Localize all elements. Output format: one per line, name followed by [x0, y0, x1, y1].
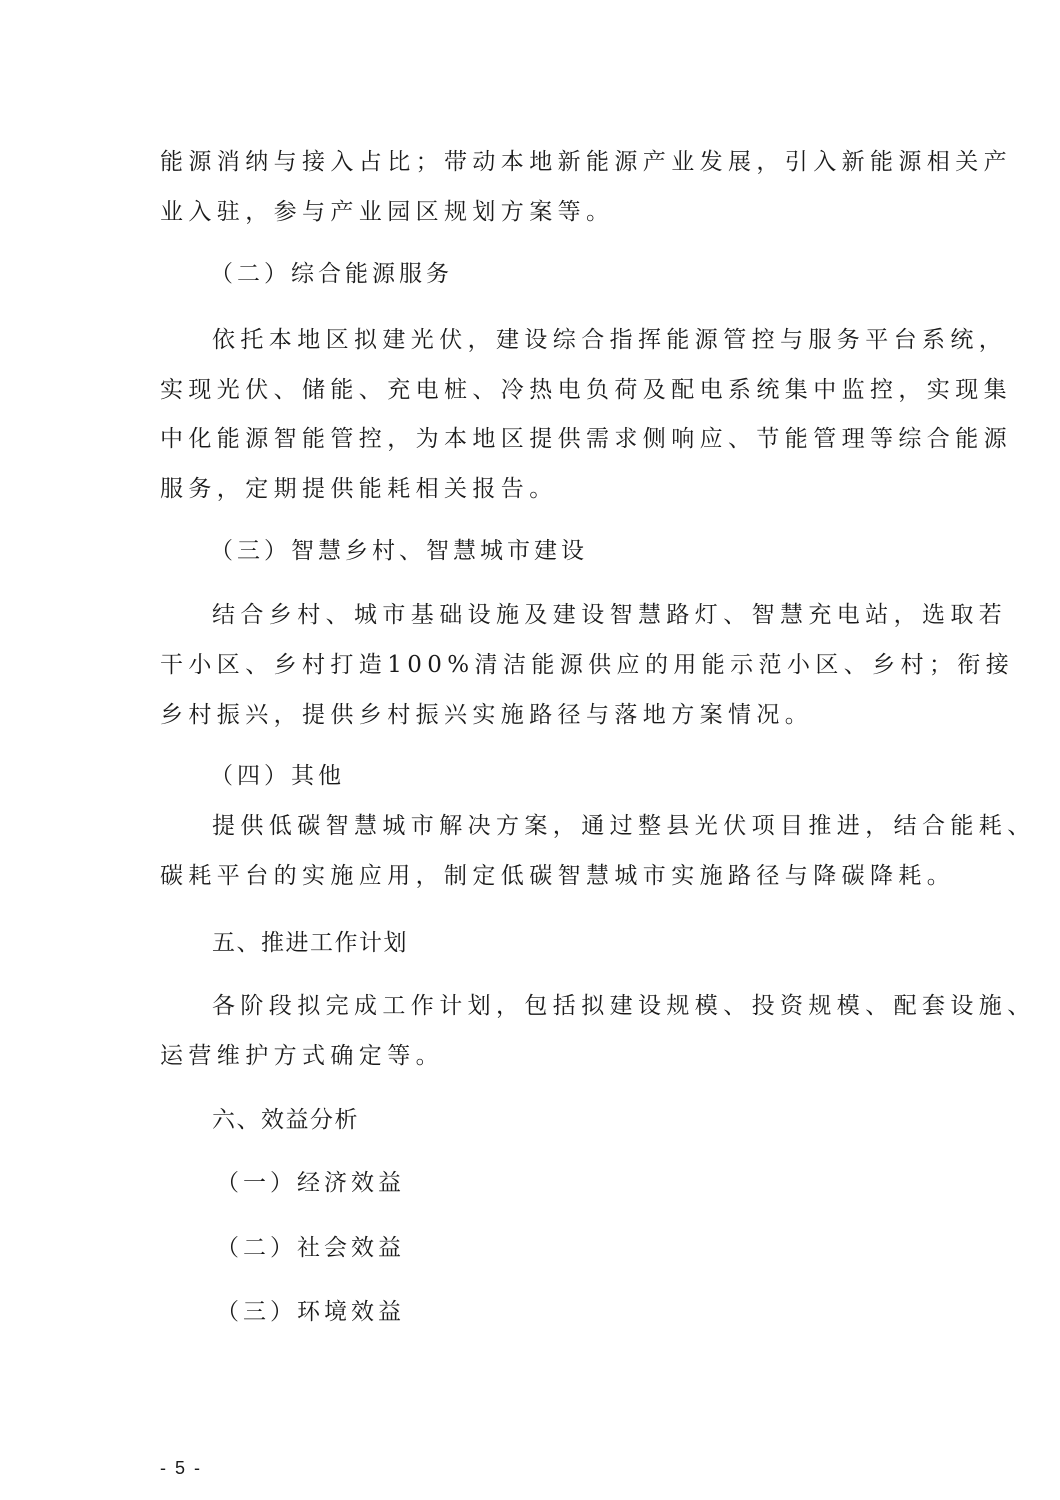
paragraph-line: 实现光伏、储能、充电桩、冷热电负荷及配电系统集中监控，实现集	[160, 377, 1012, 403]
section-subheading: （一）经济效益	[216, 1170, 405, 1196]
section-subheading: （二）综合能源服务	[210, 261, 453, 287]
paragraph-line: 结合乡村、城市基础设施及建设智慧路灯、智慧充电站，选取若	[212, 602, 1008, 628]
section-heading: 五、推进工作计划	[212, 930, 408, 956]
section-subheading: （四）其他	[210, 763, 345, 789]
section-subheading: （三）智慧乡村、智慧城市建设	[210, 538, 588, 564]
paragraph-line: 能源消纳与接入占比；带动本地新能源产业发展，引入新能源相关产	[160, 149, 1012, 175]
paragraph-line: 服务，定期提供能耗相关报告。	[160, 476, 558, 502]
page-number: - 5 -	[160, 1458, 203, 1478]
section-subheading: （二）社会效益	[216, 1235, 405, 1261]
section-heading: 六、效益分析	[212, 1107, 359, 1133]
paragraph-line: 各阶段拟完成工作计划，包括拟建设规模、投资规模、配套设施、	[212, 993, 1036, 1019]
paragraph-line: 乡村振兴，提供乡村振兴实施路径与落地方案情况。	[160, 702, 814, 728]
paragraph-line: 依托本地区拟建光伏，建设综合指挥能源管控与服务平台系统，	[212, 327, 1008, 353]
paragraph-line: 碳耗平台的实施应用，制定低碳智慧城市实施路径与降碳降耗。	[160, 863, 956, 889]
paragraph-line: 业入驻，参与产业园区规划方案等。	[160, 199, 615, 225]
paragraph-line: 干小区、乡村打造100%清洁能源供应的用能示范小区、乡村；衔接	[160, 652, 1015, 678]
paragraph-line: 中化能源智能管控，为本地区提供需求侧响应、节能管理等综合能源	[160, 426, 1012, 452]
paragraph-line: 运营维护方式确定等。	[160, 1043, 444, 1069]
paragraph-line: 提供低碳智慧城市解决方案，通过整县光伏项目推进，结合能耗、	[212, 813, 1036, 839]
section-subheading: （三）环境效益	[216, 1299, 405, 1325]
